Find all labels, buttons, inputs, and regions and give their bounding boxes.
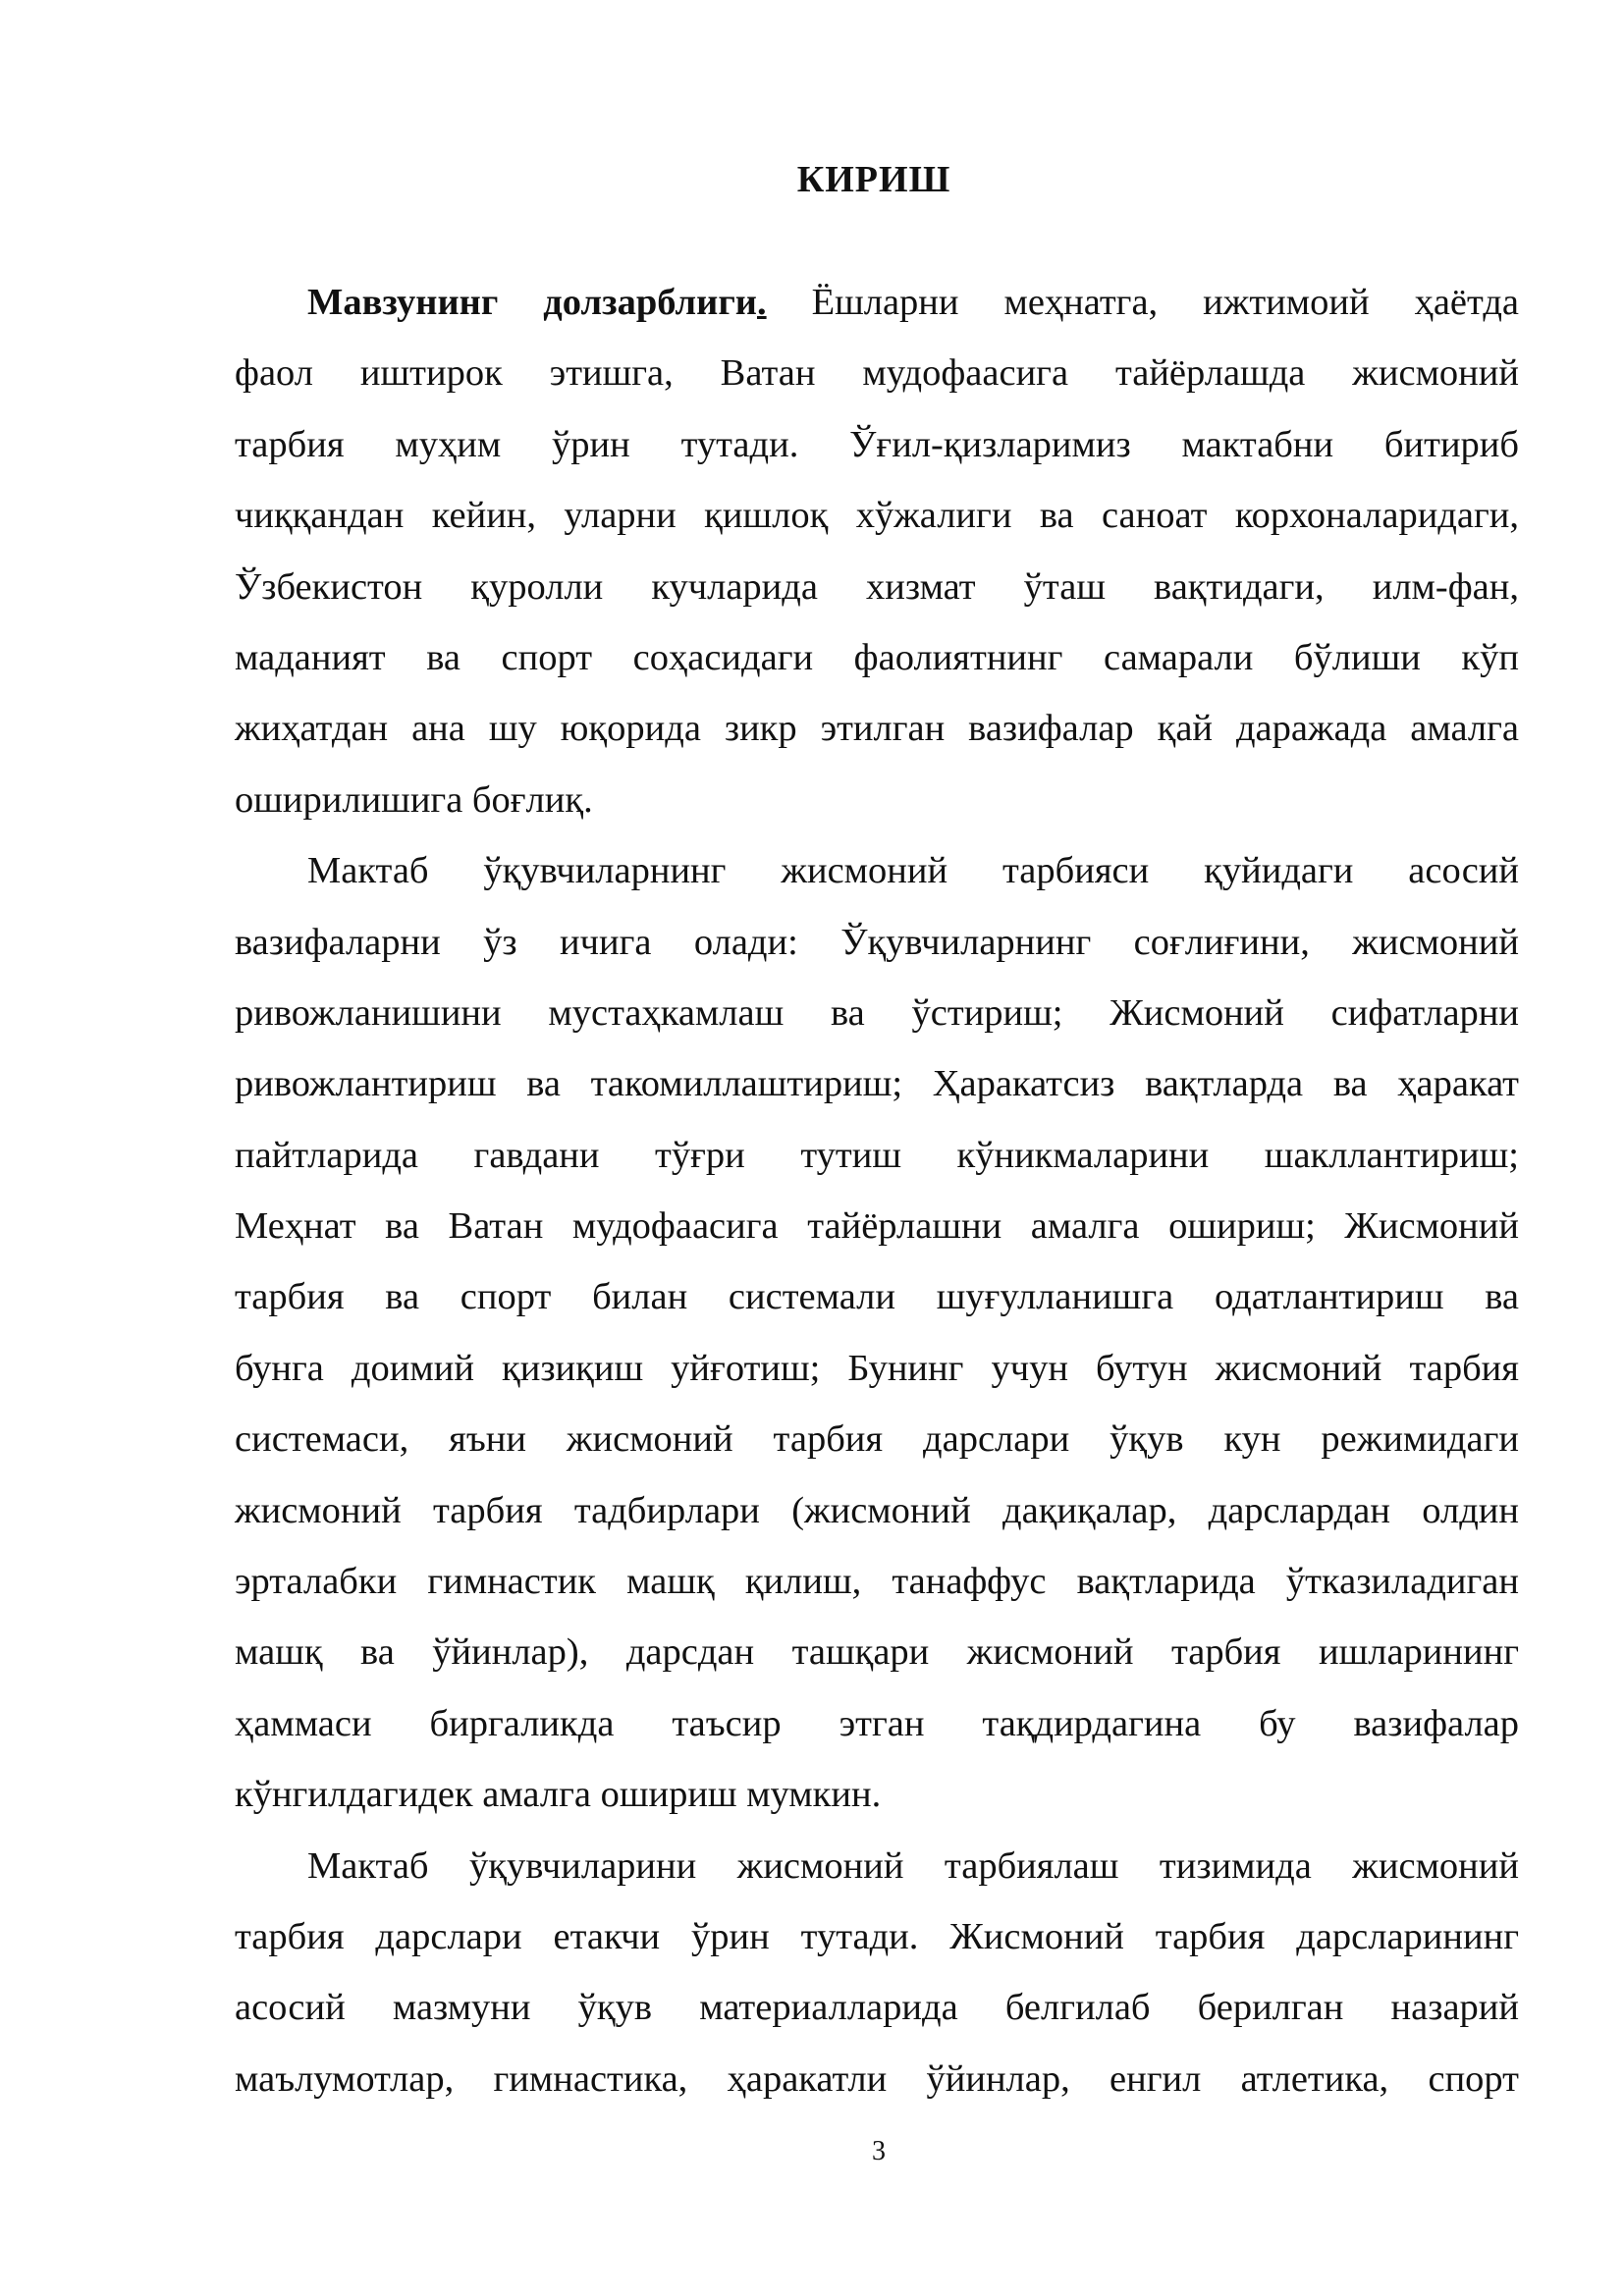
paragraph-3-line-4: маълумотлар, гимнастика, ҳаракатли ўйинлар, енгил атлетика, спорт — [235, 2057, 1519, 2100]
paragraph-2-line-13: ҳаммаси биргаликда таъсир этган тақдирдагина бу вазифалар — [235, 1702, 1519, 1744]
paragraph-2-line-10: жисмоний тарбия тадбирлари (жисмоний дақиқалар, дарслардан олдин — [235, 1489, 1519, 1531]
paragraph-1-line-3: тарбия муҳим ўрин тутади. Ўғил-қизларимиз мактабни битириб — [235, 423, 1519, 465]
paragraph-2-line-14: кўнгилдагидек амалга ошириш мумкин. — [235, 1774, 882, 1816]
page-number: 3 — [872, 2136, 886, 2166]
paragraph-2-line-12: машқ ва ўйинлар), дарсдан ташқари жисмоний тарбия ишларининг — [235, 1631, 1519, 1674]
paragraph-2-line-9: системаси, яъни жисмоний тарбия дарслари ўқув кун режимидаги — [235, 1418, 1519, 1461]
paragraph-3-line-1: Мактаб ўқувчиларини жисмоний тарбиялаш тизимида жисмоний — [307, 1844, 1519, 1887]
paragraph-1-line-2: фаол иштирок этишга, Ватан мудофаасига тайёрлашда жисмоний — [235, 352, 1519, 395]
topic-relevance-label — [307, 282, 767, 323]
paragraph-1-line-4: чиққандан кейин, уларни қишлоқ хўжалиги ва саноат корхоналаридаги, — [235, 495, 1519, 537]
paragraph-2-line-4: ривожлантириш ва такомиллаштириш; Ҳаракатсиз вақтларда ва ҳаракат — [235, 1063, 1519, 1105]
paragraph-1-line-8: оширилишига боғлиқ. — [235, 778, 593, 821]
paragraph-2-line-3: ривожланишини мустаҳкамлаш ва ўстириш; Жисмоний сифатларни — [235, 991, 1519, 1034]
topic-relevance-underlined-period: . — [756, 282, 767, 323]
paragraph-1-line-5: Ўзбекистон қуролли кучларида хизмат ўташ вақтидаги, илм-фан, — [235, 565, 1519, 608]
paragraph-3-line-2: тарбия дарслари етакчи ўрин тутади. Жисмоний тарбия дарсларининг — [235, 1915, 1519, 1957]
paragraph-2-line-2: вазифаларни ўз ичига олади: Ўқувчиларнинг соғлиғини, жисмоний — [235, 921, 1519, 963]
paragraph-1-line-1 — [235, 267, 1519, 338]
paragraph-2-line-1: Мактаб ўқувчиларнинг жисмоний тарбияси қуйидаги асосий — [307, 850, 1519, 892]
paragraph-1-line-6: маданият ва спорт соҳасидаги фаолиятнинг самарали бўлиши кўп — [235, 636, 1519, 678]
document-body — [235, 267, 1519, 2114]
paragraph-1-line-1-text: Ёшларни меҳнатга, ижтимоий ҳаётда — [766, 282, 1519, 323]
paragraph-2-line-7: тарбия ва спорт билан системали шуғулланишга одатлантириш ва — [235, 1276, 1519, 1318]
paragraph-3-line-3: асосий мазмуни ўқув материалларида белгилаб берилган назарий — [235, 1987, 1519, 2029]
paragraph-2-line-6: Меҳнат ва Ватан мудофаасига тайёрлашни амалга ошириш; Жисмоний — [235, 1205, 1519, 1248]
paragraph-2-line-5: пайтларида гавдани тўғри тутиш кўникмаларини шакллантириш; — [235, 1134, 1519, 1176]
paragraph-2-line-8: бунга доимий қизиқиш уйғотиш; Бунинг учун бутун жисмоний тарбия — [235, 1347, 1519, 1389]
paragraph-1-line-7: жиҳатдан ана шу юқорида зикр этилган вазифалар қай даражада амалга — [235, 708, 1519, 750]
topic-relevance-label-text: Мавзунинг долзарблиги — [307, 282, 757, 323]
page-title: КИРИШ — [796, 159, 951, 200]
paragraph-2-line-11: эрталабки гимнастик машқ қилиш, танаффус вақтларида ўтказиладиган — [235, 1561, 1519, 1603]
